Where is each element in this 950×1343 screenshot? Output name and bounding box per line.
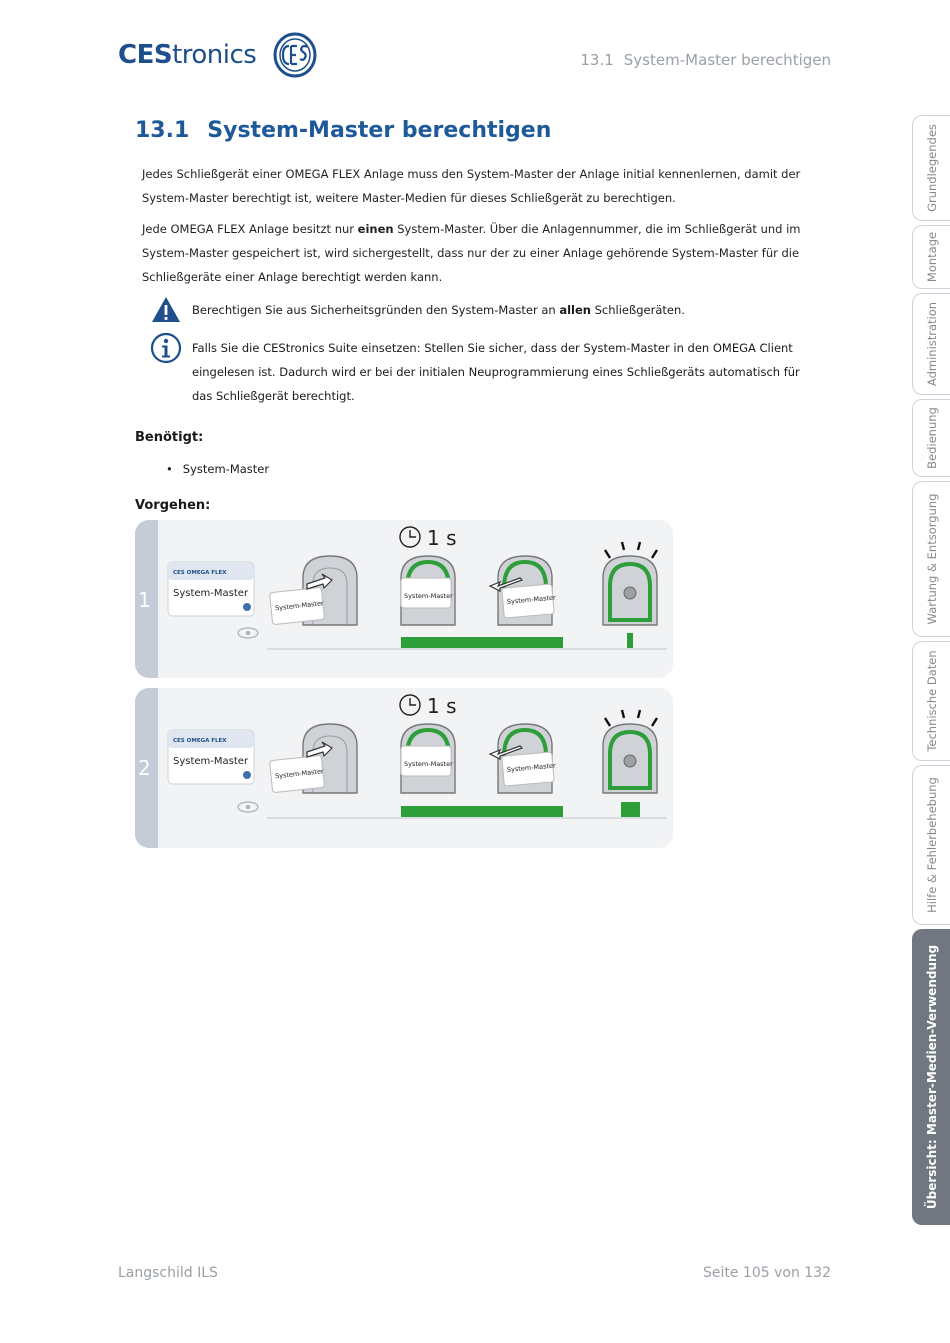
card-brand: CES OMEGA FLEX [173,738,227,744]
led-duration-bar [401,637,563,648]
lock-reader-icon [269,556,357,625]
step-1-illustration [135,520,673,678]
tab-technische-daten[interactable]: Technische Daten [912,641,950,761]
clock-icon [400,527,420,547]
procedure-step-2 [135,688,673,848]
system-master-card [168,730,254,784]
duration-label: 1 s [427,526,457,550]
card-small-title: System-Master [274,599,325,613]
lock-reader-remove-icon [490,724,556,793]
page-title: 13.1 System-Master berechtigen [135,118,552,143]
card-title: System-Master [173,756,249,767]
logo-wordmark: CEStronics [118,40,257,70]
cestronics-logo [118,32,318,78]
card-small-title: System-Master [404,760,453,768]
lock-reader-active-icon [401,556,455,625]
tab-administration[interactable]: Administration [912,293,950,395]
footer-document-name: Langschild ILS [118,1265,218,1281]
needed-heading: Benötigt: [135,430,204,445]
lock-reader-confirm-icon [603,710,657,793]
warning-icon [150,294,182,326]
card-small-title: System-Master [274,767,325,781]
tab-wartung-entsorgung[interactable]: Wartung & Entsorgung [912,481,950,637]
clock-icon [400,695,420,715]
list-item: • System-Master [166,462,270,476]
card-small-title: System-Master [506,593,556,606]
step-number: 1 [138,588,151,612]
lock-reader-icon [269,724,357,793]
intro-paragraph: Jedes Schließgerät einer OMEGA FLEX Anlage muss den System-Master der Anlage initial kennenlernen, damit der System-Master berechtigt ist, weitere Master-Medien für dieses Schließgerät zu berechtigen. [142,167,801,205]
lock-reader-confirm-icon [603,542,657,625]
tab-hilfe-fehlerbehebung[interactable]: Hilfe & Fehlerbehebung [912,765,950,925]
warning-note: Berechtigen Sie aus Sicherheitsgründen den System-Master an allen Schließgeräten. [150,298,810,326]
info-note: Falls Sie die CEStronics Suite einsetzen: Stellen Sie sicher, dass der System-Master in den OMEGA Client eingelesen ist. Dadurch wird er bei der initialen Neuprogrammierung eines Schließgeräts automatisch für das Schließgerät berechtigt. [150,336,810,408]
tab-uebersicht-master-medien[interactable]: Übersicht: Master-Medien-Verwendung [912,929,950,1225]
ces-logo-mark-icon [272,32,318,78]
led-blink-bar [627,633,633,648]
led-long-bar [621,802,640,817]
duration-label: 1 s [427,694,457,718]
card-title: System-Master [173,588,249,599]
system-master-card [168,562,254,616]
card-small-title: System-Master [404,592,453,600]
lock-reader-remove-icon [490,556,556,625]
info-icon [150,332,182,364]
eye-icon [238,802,258,812]
card-small-title: System-Master [506,761,556,774]
anlage-paragraph: Jede OMEGA FLEX Anlage besitzt nur einen System-Master. Über die Anlagennummer, die im Schließgerät und im System-Master gespeichert ist, wird sichergestellt, dass nur der zu einer Anlage gehörende System-Master für die Schließgeräte einer Anlage berechtigt werden kann. [142,222,801,284]
lock-reader-active-icon [401,724,455,793]
running-header: 13.1 System-Master berechtigen [580,51,831,69]
procedure-step-1 [135,520,673,678]
step-2-illustration [135,688,673,848]
step-number: 2 [138,756,151,780]
eye-icon [238,628,258,638]
card-brand: CES OMEGA FLEX [173,570,227,576]
led-duration-bar [401,806,563,817]
footer-page-number: Seite 105 von 132 [702,1265,831,1281]
tab-grundlegendes[interactable]: Grundlegendes [912,115,950,221]
tab-montage[interactable]: Montage [912,225,950,289]
tab-bedienung[interactable]: Bedienung [912,399,950,477]
procedure-heading: Vorgehen: [135,498,211,513]
